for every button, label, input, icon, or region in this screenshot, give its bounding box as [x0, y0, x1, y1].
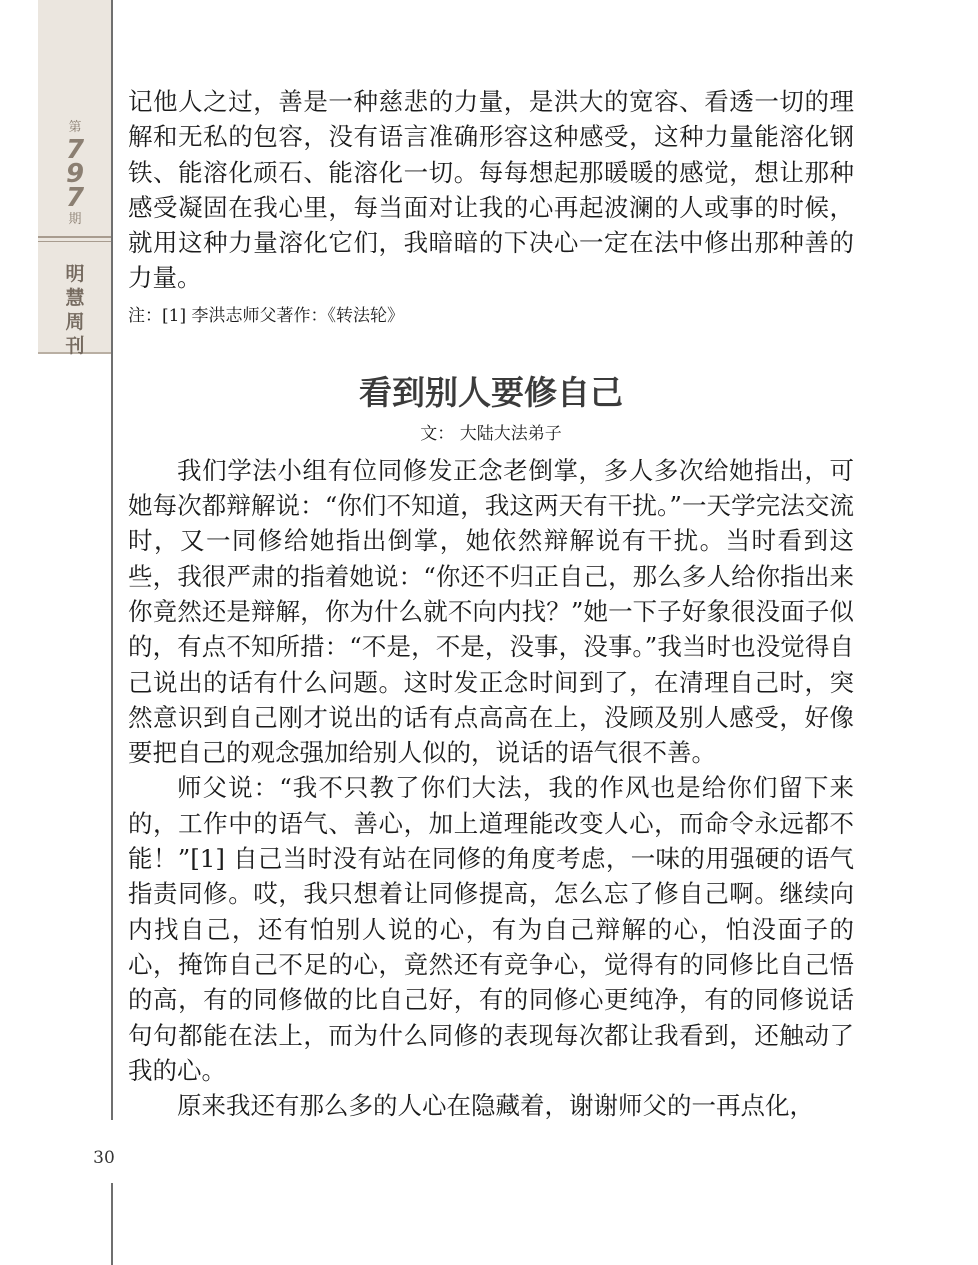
- magazine-name: [38, 262, 112, 358]
- article-byline: 文： 大陆大法弟子: [420, 423, 562, 444]
- article-paragraph: 原来我还有那么多的人心在隐藏着，谢谢师父的一再点化，: [177, 1091, 814, 1121]
- footnote: 注：[1] 李洪志师父著作：《转法轮》: [128, 305, 404, 326]
- sidebar-divider: [38, 241, 112, 242]
- magazine-char: 周: [65, 311, 85, 333]
- page-content: [128, 84, 854, 1123]
- margin-rule: [111, 0, 113, 1120]
- issue-digit: 7: [65, 183, 85, 213]
- magazine-char: 慧: [65, 287, 85, 309]
- article-paragraph: 师父说：“我不只教了你们大法，我的作风也是给你们留下来的，工作中的语气、善心，加上道理能改变人心，而命令永远都不能！”[1] 自己当时没有站在同修的角度考虑，一味的用强硬的语气指责同修。哎，我只想着让同修提高，怎么忘了修自己啊。继续向内找自己，还有怕别人说的心，有为自己辩解的心，怕没面子的心，掩饰自己不足的心，竟然还有竞争心，觉得有的同修比自己悟的高，有的同修做的比自己好，有的同修心更纯净，有的同修说话句句都能在法上，而为什么同修的表现每次都让我看到，还触动了我的心。: [128, 773, 854, 1085]
- issue-suffix: 期: [68, 212, 82, 227]
- previous-article-ending: 记他人之过，善是一种慈悲的力量，是洪大的宽容、看透一切的理解和无私的包容，没有语言准确形容这种感受，这种力量能溶化钢铁、能溶化顽石、能溶化一切。每每想起那暖暖的感觉，想让那种感受凝固在我心里，每当面对让我的心再起波澜的人或事的时候，就用这种力量溶化它们，我暗暗的下决心一定在法中修出那种善的力量。: [128, 87, 854, 293]
- issue-digit: 9: [65, 159, 85, 189]
- magazine-char: 明: [65, 263, 85, 285]
- article-paragraph: 我们学法小组有位同修发正念老倒掌，多人多次给她指出，可她每次都辩解说：“你们不知道，我这两天有干扰。”一天学完法交流时，又一同修给她指出倒掌，她依然辩解说有干扰。当时看到这些，我很严肃的指着她说：“你还不归正自己，那么多人给你指出来你竟然还是辩解，你为什么就不向内找？”她一下子好象很没面子似的，有点不知所措：“不是，不是，没事，没事。”我当时也没觉得自己说出的话有什么问题。这时发正念时间到了，在清理自己时，突然意识到自己刚才说出的话有点高高在上，没顾及别人感受，好像要把自己的观念强加给别人似的，说话的语气很不善。: [128, 455, 854, 768]
- issue-digit: 7: [65, 135, 85, 165]
- issue-number: [38, 118, 112, 230]
- margin-rule: [111, 1183, 113, 1265]
- magazine-char: 刊: [65, 335, 85, 357]
- sidebar-divider: [38, 236, 112, 238]
- page-number: 30: [93, 1148, 115, 1168]
- issue-prefix: 第: [68, 120, 82, 135]
- article-title: 看到别人要修自己: [359, 372, 623, 412]
